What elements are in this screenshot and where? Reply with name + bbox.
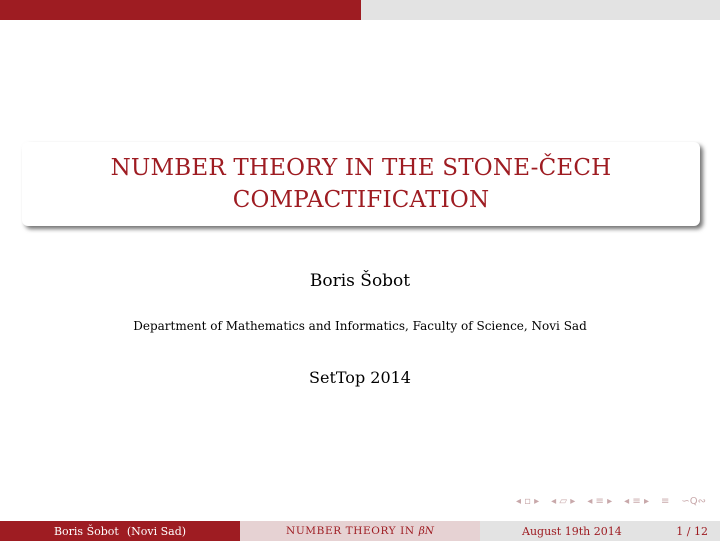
frame-next-icon[interactable]: ▸ bbox=[534, 496, 540, 507]
subsection-next-icon[interactable]: ▸ bbox=[570, 496, 576, 507]
section-prev-icon[interactable]: ◂ bbox=[587, 496, 593, 507]
frame-icon[interactable]: ▫ bbox=[524, 496, 531, 507]
section-nav-group[interactable] bbox=[587, 496, 612, 507]
top-progress-bar bbox=[0, 0, 720, 20]
footer-title-box bbox=[240, 521, 480, 541]
search-icon[interactable]: ∽Q∾ bbox=[681, 496, 706, 507]
title-box bbox=[22, 142, 700, 226]
event-name: SetTop 2014 bbox=[309, 368, 411, 387]
navigation-symbols bbox=[516, 496, 706, 507]
document-nav-group[interactable] bbox=[624, 496, 649, 507]
section-icon[interactable]: ≡ bbox=[595, 496, 604, 507]
footer-short-title: NUMBER THEORY IN bbox=[286, 525, 415, 537]
footer-affiliation: (Novi Sad) bbox=[126, 524, 187, 538]
subsection-nav-group[interactable] bbox=[551, 496, 575, 507]
footer-author: Boris Šobot bbox=[53, 524, 119, 538]
footer-page-number: 1 / 12 bbox=[676, 524, 708, 538]
footer-date: August 19th 2014 bbox=[522, 524, 622, 538]
footer-date-box bbox=[480, 521, 720, 541]
section-next-icon[interactable]: ▸ bbox=[607, 496, 613, 507]
document-icon[interactable]: ≡ bbox=[632, 496, 641, 507]
footer-title-math: βN bbox=[418, 525, 434, 537]
institute: Department of Mathematics and Informatics, Faculty of Science, Novi Sad bbox=[133, 319, 587, 333]
subsection-icon[interactable]: ▱ bbox=[559, 496, 568, 507]
align-icon[interactable]: ≡ bbox=[660, 496, 670, 507]
subsection-prev-icon[interactable]: ◂ bbox=[551, 496, 557, 507]
footer-bar bbox=[0, 521, 720, 541]
top-bar-accent bbox=[0, 0, 361, 20]
footer-author-box bbox=[0, 521, 240, 541]
document-prev-icon[interactable]: ◂ bbox=[624, 496, 630, 507]
document-next-icon[interactable]: ▸ bbox=[643, 496, 649, 507]
title-line-1: NUMBER THEORY IN THE STONE-ČECH bbox=[110, 155, 612, 181]
frame-nav-group[interactable] bbox=[516, 496, 539, 507]
title-line-2: COMPACTIFICATION bbox=[232, 187, 490, 213]
author-name: Boris Šobot bbox=[309, 271, 411, 291]
frame-prev-icon[interactable]: ◂ bbox=[515, 496, 521, 507]
top-bar-rest bbox=[361, 0, 720, 20]
